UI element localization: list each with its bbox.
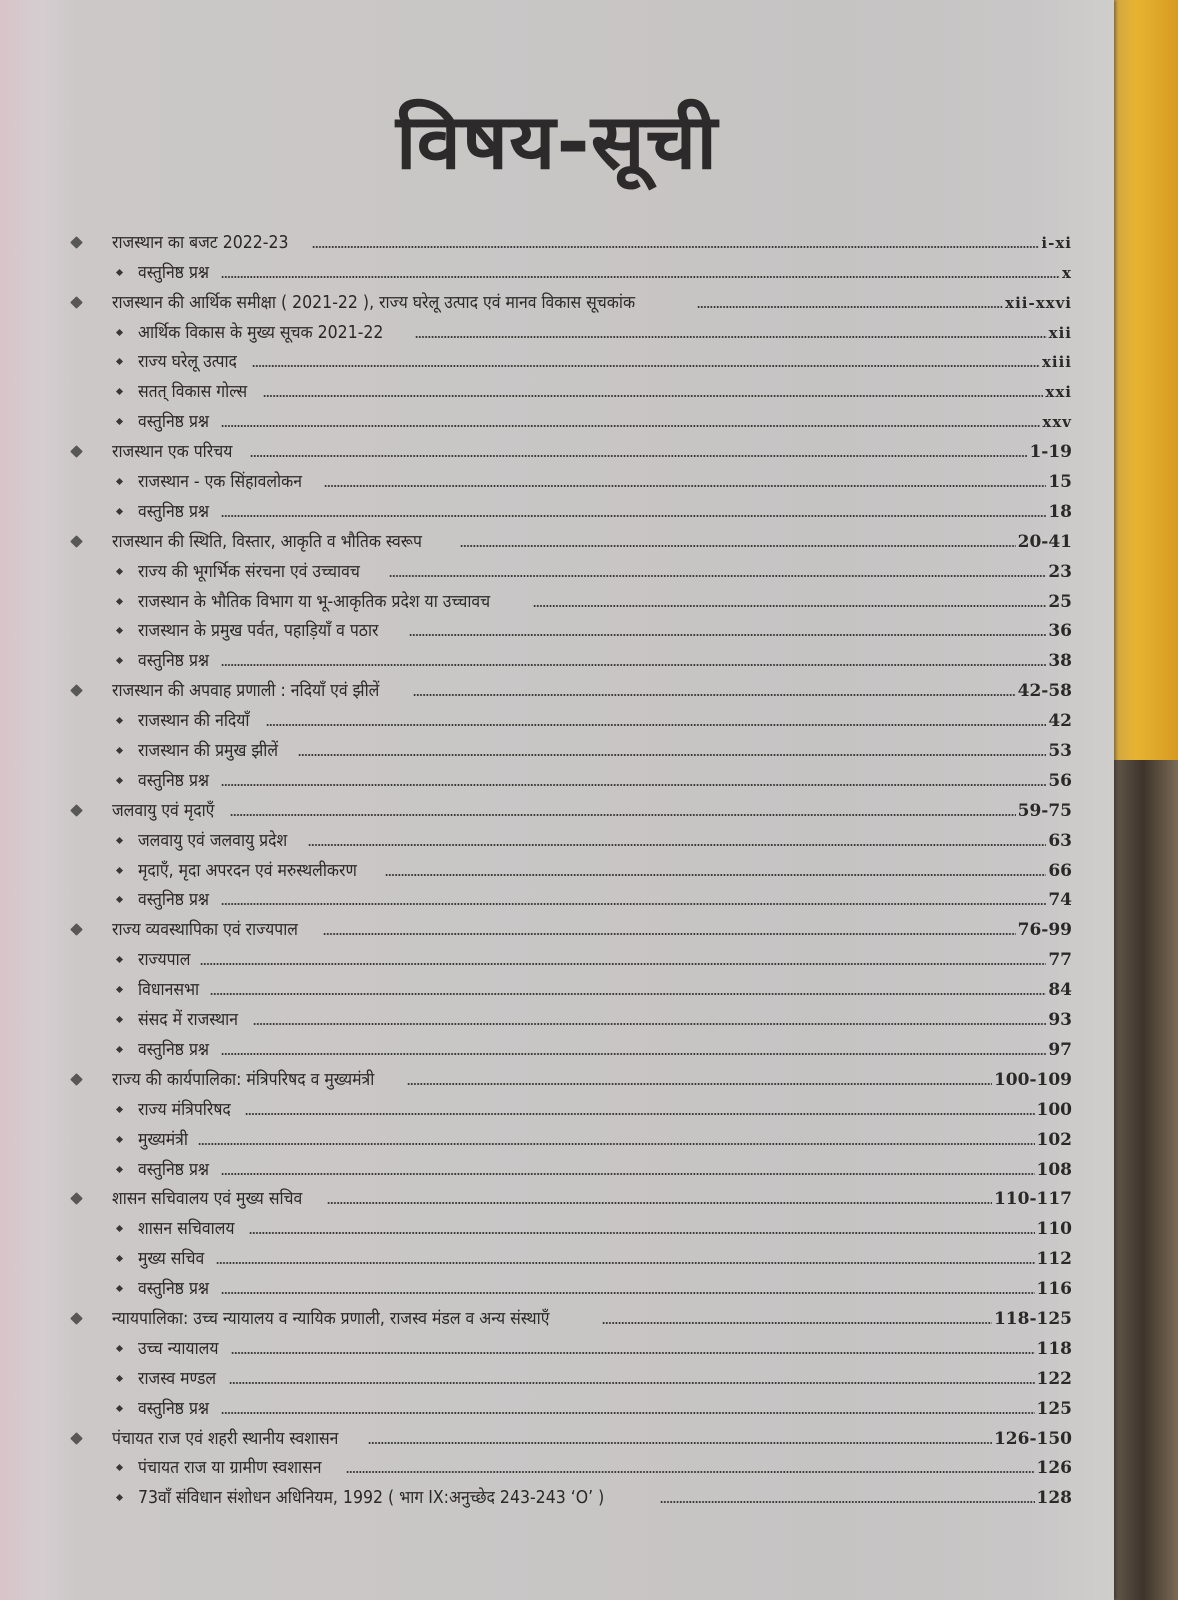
small-diamond-bullet-icon [116,867,123,874]
toc-page-number: xii [1048,323,1072,342]
toc-entry-title: उच्च न्यायालय [138,1338,219,1359]
toc-subtopic-entry [0,344,1114,374]
toc-page-number: 63 [1048,830,1072,851]
toc-subtopic-entry [0,403,1114,433]
toc-entry-title: मुख्य सचिव [138,1249,205,1270]
toc-entry-title: वस्तुनिष्ठ प्रश्न [138,770,210,791]
toc-page-number: x [1062,263,1072,282]
toc-chapter-entry [0,523,1114,553]
toc-page-number: 76-99 [1017,920,1072,941]
toc-page-number: 110 [1036,1219,1072,1240]
toc-page-number: 66 [1048,860,1072,881]
dot-leader [324,485,1046,487]
toc-entry-title: वस्तुनिष्ठ प्रश्न [138,501,210,522]
small-diamond-bullet-icon [116,329,123,336]
toc-subtopic-entry [0,1031,1114,1061]
toc-entry-title: राजस्थान - एक सिंहावलोकन [138,472,302,493]
dot-leader [245,1113,1034,1115]
small-diamond-bullet-icon [116,1285,123,1292]
dot-leader [253,1023,1046,1025]
small-diamond-bullet-icon [116,358,123,365]
toc-chapter-entry [0,433,1114,463]
toc-page-number: 1-19 [1029,442,1072,463]
toc-entry-title: राजस्थान एक परिचय [112,442,233,463]
dot-leader [221,1053,1046,1055]
toc-page-number: 18 [1048,501,1072,522]
toc-subtopic-entry [0,1390,1114,1420]
diamond-bullet-icon [70,236,83,249]
dot-leader [221,1412,1035,1414]
toc-subtopic-entry [0,1360,1114,1390]
small-diamond-bullet-icon [116,1494,123,1501]
toc-subtopic-entry [0,1151,1114,1181]
dot-leader [229,1382,1035,1384]
toc-entry-title: मुख्यमंत्री [138,1129,188,1150]
toc-page-number: 128 [1036,1488,1072,1509]
small-diamond-bullet-icon [116,717,123,724]
toc-entry-title: राजस्थान की आर्थिक समीक्षा ( 2021-22 ), राज्य घरेलू उत्पाद एवं मानव विकास सूचकांक [112,292,636,313]
dot-leader [660,1501,1034,1503]
toc-subtopic-entry [0,493,1114,523]
dot-leader [308,844,1047,846]
dot-leader [327,1202,992,1204]
toc-page-number: 102 [1036,1129,1072,1150]
table-of-contents [0,224,1114,1509]
toc-subtopic-entry [0,1450,1114,1480]
small-diamond-bullet-icon [116,1136,123,1143]
diamond-bullet-icon [70,1073,83,1086]
toc-chapter-entry [0,224,1114,254]
toc-page-number: 110-117 [993,1189,1072,1210]
toc-page-number: 97 [1048,1039,1072,1060]
toc-entry-title: वस्तुनिष्ठ प्रश्न [138,412,210,433]
dot-leader [221,1173,1035,1175]
toc-entry-title: वस्तुनिष्ठ प्रश्न [138,890,210,911]
toc-entry-title: वस्तुनिष्ठ प्रश्न [138,1398,210,1419]
small-diamond-bullet-icon [116,478,123,485]
toc-entry-title: शासन सचिवालय [138,1219,235,1240]
dot-leader [263,395,1043,397]
toc-subtopic-entry [0,1330,1114,1360]
toc-page-number: xii-xxvi [1005,293,1072,312]
toc-entry-title: सतत् विकास गोल्स [138,382,248,403]
toc-page-number: i-xi [1041,233,1072,252]
toc-subtopic-entry [0,1001,1114,1031]
dot-leader [409,634,1046,636]
dot-leader [221,664,1046,666]
small-diamond-bullet-icon [116,837,123,844]
toc-entry-title: राज्य की कार्यपालिका: मंत्रिपरिषद व मुख्यमंत्री [112,1069,375,1090]
toc-page-number: 100 [1036,1099,1072,1120]
toc-entry-title: राजस्थान की स्थिति, विस्तार, आकृति व भौतिक स्वरूप [112,531,422,552]
small-diamond-bullet-icon [116,1016,123,1023]
toc-entry-title: वस्तुनिष्ठ प्रश्न [138,1159,210,1180]
toc-entry-title: वस्तुनिष्ठ प्रश्न [138,651,210,672]
toc-entry-title: राजस्थान के भौतिक विभाग या भू-आकृतिक प्रदेश या उच्चावच [138,591,491,612]
toc-subtopic-entry [0,852,1114,882]
dot-leader [198,1143,1035,1145]
diamond-bullet-icon [70,1432,83,1445]
toc-chapter-entry [0,911,1114,941]
dot-leader [389,575,1047,577]
small-diamond-bullet-icon [116,1405,123,1412]
toc-page-number: 77 [1048,950,1072,971]
toc-entry-title: मृदाएँ, मृदा अपरदन एवं मरुस्थलीकरण [138,860,357,881]
small-diamond-bullet-icon [116,1255,123,1262]
dot-leader [221,425,1040,427]
dot-leader [249,1232,1034,1234]
toc-page-number: 42 [1048,711,1072,732]
diamond-bullet-icon [70,535,83,548]
toc-chapter-entry [0,1181,1114,1211]
toc-entry-title: राज्य व्यवस्थापिका एवं राज्यपाल [112,920,298,941]
toc-entry-title: वस्तुनिष्ठ प्रश्न [138,262,210,283]
small-diamond-bullet-icon [116,896,123,903]
toc-entry-title: पंचायत राज एवं शहरी स्थानीय स्वशासन [112,1428,339,1449]
small-diamond-bullet-icon [116,627,123,634]
toc-page-number: 93 [1048,1010,1072,1031]
diamond-bullet-icon [70,296,83,309]
toc-entry-title: राजस्थान की नदियाँ [138,711,250,732]
toc-page-number: 59-75 [1017,800,1072,821]
toc-entry-title: 73वाँ संविधान संशोधन अधिनियम, 1992 ( भाग IX:अनुच्छेद 243-243 ‘O’ ) [138,1488,605,1509]
toc-entry-title: राज्यपाल [138,950,191,971]
small-diamond-bullet-icon [116,1375,123,1382]
toc-entry-title: शासन सचिवालय एवं मुख्य सचिव [112,1189,303,1210]
diamond-bullet-icon [70,684,83,697]
small-diamond-bullet-icon [116,956,123,963]
toc-page-number: xxi [1045,383,1072,402]
toc-entry-title: जलवायु एवं जलवायु प्रदेश [138,830,288,851]
diamond-bullet-icon [70,1193,83,1206]
toc-page-number: 126 [1036,1458,1072,1479]
toc-entry-title: पंचायत राज या ग्रामीण स्वशासन [138,1458,322,1479]
toc-entry-title: न्यायपालिका: उच्च न्यायालय व न्यायिक प्रणाली, राजस्व मंडल व अन्य संस्थाएँ [112,1308,550,1329]
dot-leader [221,903,1046,905]
diamond-bullet-icon [70,1312,83,1325]
small-diamond-bullet-icon [116,986,123,993]
small-diamond-bullet-icon [116,1464,123,1471]
toc-page-number: 38 [1048,651,1072,672]
dot-leader [415,336,1047,338]
small-diamond-bullet-icon [116,657,123,664]
small-diamond-bullet-icon [116,269,123,276]
diamond-bullet-icon [70,445,83,458]
toc-subtopic-entry [0,613,1114,643]
small-diamond-bullet-icon [116,418,123,425]
dot-leader [221,784,1046,786]
dot-leader [312,246,1039,248]
toc-subtopic-entry [0,971,1114,1001]
toc-page-number: 42-58 [1017,681,1072,702]
toc-subtopic-entry [0,1479,1114,1509]
small-diamond-bullet-icon [116,1106,123,1113]
toc-page-number: 122 [1036,1368,1072,1389]
dot-leader [407,1083,992,1085]
toc-page-number: 23 [1048,561,1072,582]
table-surface [1108,760,1178,1600]
dot-leader [413,694,1016,696]
toc-page-number: 118-125 [993,1308,1072,1329]
small-diamond-bullet-icon [116,777,123,784]
toc-entry-title: राजस्थान का बजट 2022-23 [112,232,289,253]
dot-leader [221,276,1060,278]
toc-entry-title: राजस्व मण्डल [138,1368,217,1389]
toc-subtopic-entry [0,254,1114,284]
small-diamond-bullet-icon [116,598,123,605]
toc-subtopic-entry [0,642,1114,672]
diamond-bullet-icon [70,804,83,817]
toc-entry-title: राज्य की भूगर्भिक संरचना एवं उच्चावच [138,561,360,582]
toc-page-number: 116 [1036,1279,1072,1300]
small-diamond-bullet-icon [116,568,123,575]
toc-subtopic-entry [0,941,1114,971]
dot-leader [368,1442,992,1444]
toc-page-number: xxv [1042,413,1072,432]
toc-entry-title: राजस्थान के प्रमुख पर्वत, पहाड़ियाँ व पठार [138,621,379,642]
toc-entry-title: राज्य मंत्रिपरिषद [138,1099,231,1120]
toc-subtopic-entry [0,762,1114,792]
dot-leader [231,1352,1034,1354]
toc-chapter-entry [0,1300,1114,1330]
toc-entry-title: विधानसभा [138,980,200,1001]
diamond-bullet-icon [70,924,83,937]
toc-subtopic-entry [0,1091,1114,1121]
dot-leader [602,1322,992,1324]
dot-leader [697,306,1003,308]
dot-leader [230,814,1016,816]
small-diamond-bullet-icon [116,1345,123,1352]
toc-subtopic-entry [0,822,1114,852]
toc-subtopic-entry [0,463,1114,493]
dot-leader [385,874,1046,876]
toc-subtopic-entry [0,702,1114,732]
dot-leader [200,963,1046,965]
dot-leader [298,754,1047,756]
toc-page-number: 20-41 [1017,531,1072,552]
toc-subtopic-entry [0,1210,1114,1240]
dot-leader [346,1471,1035,1473]
toc-subtopic-entry [0,373,1114,403]
toc-entry-title: राजस्थान की अपवाह प्रणाली : नदियाँ एवं झीलें [112,681,380,702]
small-diamond-bullet-icon [116,747,123,754]
toc-subtopic-entry [0,314,1114,344]
small-diamond-bullet-icon [116,1165,123,1172]
dot-leader [221,1292,1035,1294]
toc-page-number: 84 [1048,980,1072,1001]
dot-leader [460,545,1015,547]
toc-page-number: xiii [1041,353,1072,372]
toc-page-number: 125 [1036,1398,1072,1419]
toc-page-number: 56 [1048,770,1072,791]
toc-chapter-entry [0,792,1114,822]
toc-page-number: 100-109 [993,1069,1072,1090]
toc-subtopic-entry [0,882,1114,912]
small-diamond-bullet-icon [116,388,123,395]
toc-subtopic-entry [0,583,1114,613]
toc-chapter-entry [0,1420,1114,1450]
toc-page-number: 126-150 [993,1428,1072,1449]
dot-leader [533,605,1046,607]
toc-entry-title: वस्तुनिष्ठ प्रश्न [138,1279,210,1300]
dot-leader [266,724,1046,726]
toc-subtopic-entry [0,553,1114,583]
toc-page-number: 74 [1048,890,1072,911]
toc-page-number: 53 [1048,741,1072,762]
small-diamond-bullet-icon [116,1225,123,1232]
toc-subtopic-entry [0,732,1114,762]
toc-page-number: 36 [1048,621,1072,642]
toc-entry-title: राज्य घरेलू उत्पाद [138,352,237,373]
toc-chapter-entry [0,284,1114,314]
page-title: विषय-सूची [395,97,719,186]
toc-subtopic-entry [0,1270,1114,1300]
dot-leader [210,993,1046,995]
dot-leader [216,1262,1035,1264]
toc-subtopic-entry [0,1240,1114,1270]
toc-chapter-entry [0,1061,1114,1091]
toc-entry-title: संसद में राजस्थान [138,1010,238,1031]
toc-page-number: 112 [1036,1249,1072,1270]
dot-leader [252,365,1040,367]
toc-page-number: 118 [1036,1338,1072,1359]
small-diamond-bullet-icon [116,508,123,515]
dot-leader [323,933,1016,935]
small-diamond-bullet-icon [116,1046,123,1053]
toc-chapter-entry [0,672,1114,702]
toc-entry-title: जलवायु एवं मृदाएँ [112,800,215,821]
toc-page-number: 25 [1048,591,1072,612]
dot-leader [250,455,1028,457]
toc-page-number: 108 [1036,1159,1072,1180]
toc-entry-title: आर्थिक विकास के मुख्य सूचक 2021-22 [138,322,384,343]
toc-entry-title: राजस्थान की प्रमुख झीलें [138,741,279,762]
toc-entry-title: वस्तुनिष्ठ प्रश्न [138,1039,210,1060]
toc-subtopic-entry [0,1121,1114,1151]
dot-leader [221,515,1046,517]
toc-page-number: 15 [1048,472,1072,493]
